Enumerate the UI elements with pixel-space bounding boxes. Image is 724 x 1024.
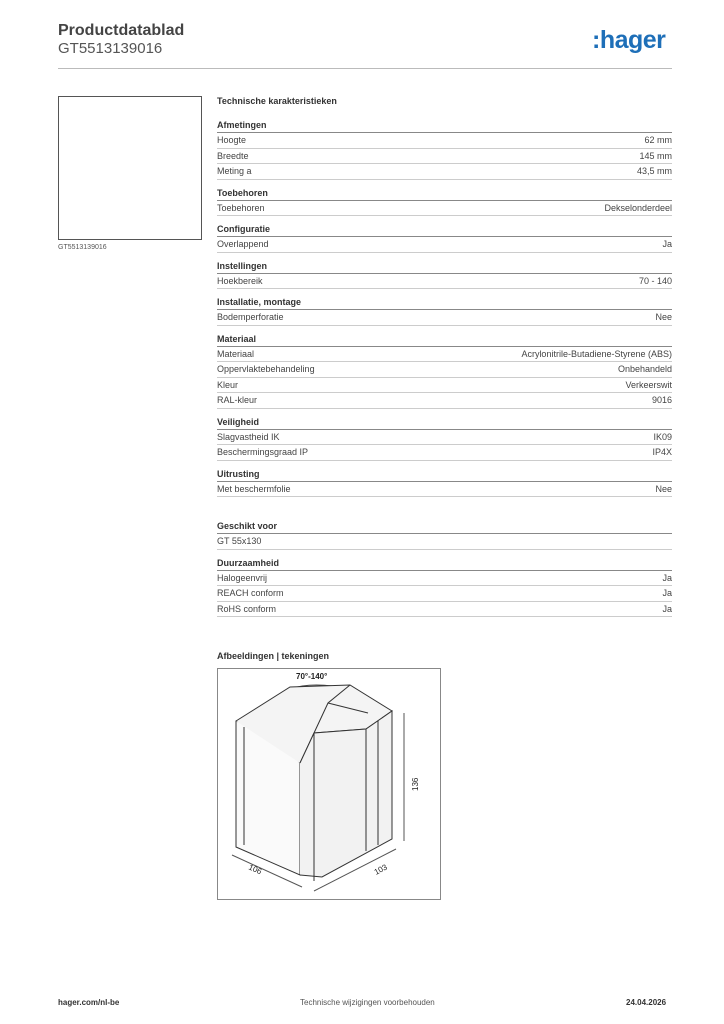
section-title: Toebehoren <box>217 186 672 201</box>
spec-value: IK09 <box>653 431 672 442</box>
page-title: Productdatablad <box>58 22 185 39</box>
spec-label: Hoogte <box>217 135 247 145</box>
specs-title: Technische karakteristieken <box>217 96 337 106</box>
section-spacer <box>217 497 672 513</box>
spec-value: Ja <box>662 572 672 583</box>
spec-label: GT 55x130 <box>217 536 262 546</box>
spec-value: IP4X <box>652 447 672 457</box>
spec-section <box>217 556 672 618</box>
spec-label: Breedte <box>217 150 249 161</box>
spec-value: 145 mm <box>639 150 672 161</box>
spec-label: Oppervlaktebehandeling <box>217 364 315 374</box>
spec-value: Ja <box>662 603 672 614</box>
spec-row <box>217 602 672 618</box>
spec-row <box>217 274 672 290</box>
figure-title: Afbeeldingen | tekeningen <box>217 651 330 661</box>
spec-row <box>217 586 672 602</box>
spec-label: RoHS conform <box>217 603 277 614</box>
spec-value: 9016 <box>651 395 672 405</box>
spec-label: Materiaal <box>217 348 255 359</box>
spec-label: Met beschermfolie <box>217 483 291 494</box>
spec-value: 70 - 140 <box>638 275 672 286</box>
spec-row <box>217 445 672 461</box>
spec-row <box>217 430 672 446</box>
spec-value: Nee <box>655 483 672 494</box>
product-image <box>58 96 202 240</box>
dimension-height-label: 136 <box>411 777 420 791</box>
dimension-right-label: 103 <box>372 862 389 877</box>
footer-disclaimer: Technische wijzigingen voorbehouden <box>300 998 435 1007</box>
spec-row <box>217 571 672 587</box>
section-title: Afmetingen <box>217 118 672 133</box>
spec-value: Verkeerswit <box>625 379 672 390</box>
spec-section <box>217 222 672 253</box>
spec-value: Ja <box>662 239 672 249</box>
section-title: Installatie, montage <box>217 295 672 310</box>
spec-row <box>217 164 672 180</box>
section-title: Duurzaamheid <box>217 556 672 571</box>
spec-section <box>217 415 672 461</box>
spec-label: REACH conform <box>217 588 284 598</box>
spec-section <box>217 186 672 217</box>
spec-row <box>217 362 672 378</box>
spec-value: Dekselonderdeel <box>604 202 672 213</box>
section-title: Uitrusting <box>217 467 672 482</box>
spec-value: Acrylonitrile-Butadiene-Styrene (ABS) <box>521 348 672 359</box>
spec-value: 43,5 mm <box>636 166 672 176</box>
spec-row <box>217 378 672 394</box>
dimension-left-label: 106 <box>247 862 264 877</box>
spec-row <box>217 149 672 165</box>
spec-row <box>217 347 672 363</box>
technical-specs <box>217 96 672 617</box>
section-title: Configuratie <box>217 222 672 237</box>
spec-value: 62 mm <box>644 135 672 145</box>
section-title: Veiligheid <box>217 415 672 430</box>
section-title: Geschikt voor <box>217 519 672 534</box>
hager-logo: :hager <box>592 26 666 54</box>
spec-section <box>217 467 672 498</box>
section-title: Instellingen <box>217 259 672 274</box>
header-divider <box>58 68 672 69</box>
spec-row <box>217 393 672 409</box>
spec-row <box>217 237 672 253</box>
spec-section <box>217 118 672 180</box>
spec-section <box>217 332 672 409</box>
product-code: GT5513139016 <box>58 40 163 57</box>
spec-label: Kleur <box>217 379 239 390</box>
spec-label: Slagvastheid IK <box>217 431 280 442</box>
spec-row <box>217 534 672 550</box>
corner-drawing <box>218 669 440 899</box>
section-title: Materiaal <box>217 332 672 347</box>
spec-row <box>217 482 672 498</box>
spec-label: Halogeenvrij <box>217 572 268 583</box>
spec-label: Toebehoren <box>217 202 265 213</box>
spec-section <box>217 519 672 550</box>
spec-row <box>217 310 672 326</box>
footer-website: hager.com/nl-be <box>58 998 120 1007</box>
spec-label: RAL-kleur <box>217 395 258 405</box>
spec-value: Onbehandeld <box>617 364 672 374</box>
spec-value: Nee <box>655 312 672 322</box>
spec-label: Bodemperforatie <box>217 312 284 322</box>
spec-row <box>217 201 672 217</box>
spec-row <box>217 133 672 149</box>
spec-label: Overlappend <box>217 239 269 249</box>
technical-drawing <box>217 668 441 900</box>
spec-label: Beschermingsgraad IP <box>217 447 309 457</box>
product-image-caption: GT5513139016 <box>58 244 107 251</box>
spec-label: Hoekbereik <box>217 275 263 286</box>
angle-label: 70°-140° <box>296 672 328 681</box>
spec-section <box>217 295 672 326</box>
spec-section <box>217 259 672 290</box>
spec-value: Ja <box>662 588 672 598</box>
spec-label: Meting a <box>217 166 252 176</box>
footer-date: 24.04.2026 <box>626 998 667 1007</box>
